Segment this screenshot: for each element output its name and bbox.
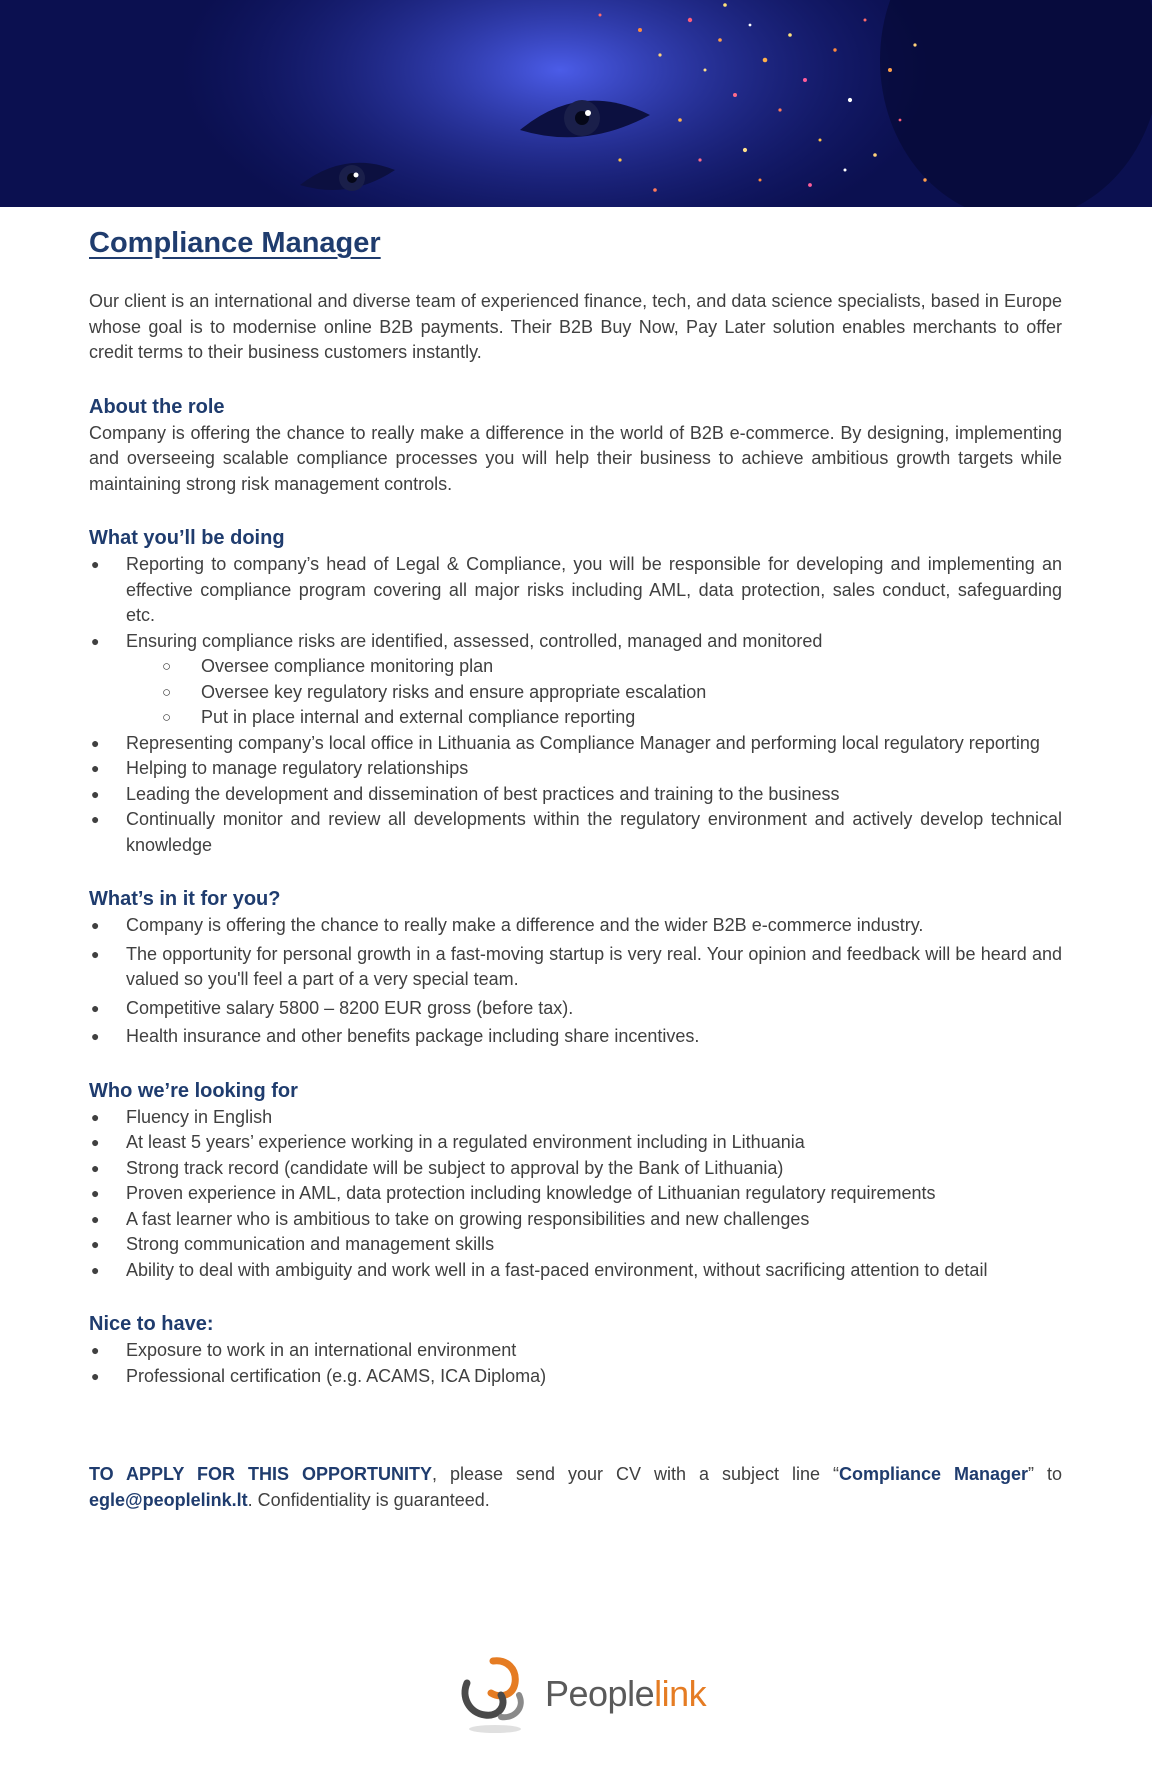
- sub-list-item: ○ Put in place internal and external compliance reporting: [89, 705, 1062, 731]
- list-item: ● Company is offering the chance to really make a difference and the wider B2B e-commerce industry.: [89, 913, 1062, 939]
- benefits-list: [89, 913, 1062, 1050]
- list-item: ● Strong communication and management skills: [89, 1232, 1062, 1258]
- about-section: [89, 394, 1062, 498]
- nice-section: [89, 1311, 1062, 1389]
- doing-list: [89, 552, 1062, 654]
- bullet-icon: ●: [91, 1108, 100, 1125]
- bullet-icon: ●: [91, 917, 100, 933]
- apply-lead: TO APPLY FOR THIS OPPORTUNITY: [89, 1464, 432, 1484]
- hollow-bullet-icon: ○: [162, 709, 172, 726]
- apply-email-link[interactable]: egle@peoplelink.lt: [89, 1489, 248, 1510]
- page-title: Compliance Manager: [89, 227, 381, 259]
- bullet-icon: ●: [91, 999, 100, 1016]
- apply-subject: Compliance Manager: [839, 1464, 1029, 1484]
- bullet-icon: ●: [91, 556, 100, 572]
- bullet-icon: ●: [91, 734, 100, 751]
- job-posting: [89, 222, 1062, 1513]
- bullet-icon: ●: [91, 945, 100, 962]
- peoplelink-logo-mark-icon: [455, 1655, 535, 1735]
- bullet-icon: ●: [91, 811, 100, 827]
- list-item: ● Helping to manage regulatory relationships: [89, 756, 1062, 782]
- benefits-heading: What’s in it for you?: [89, 888, 281, 910]
- list-item: ● Ensuring compliance risks are identified, assessed, controlled, managed and monitored: [89, 629, 1062, 655]
- hollow-bullet-icon: ○: [162, 683, 172, 701]
- bullet-icon: ●: [91, 1028, 100, 1044]
- face-illustration: [0, 0, 1152, 207]
- peoplelink-logo: [455, 1655, 715, 1735]
- peoplelink-wordmark: Peoplelink: [545, 1673, 707, 1714]
- doing-list-continued: [89, 731, 1062, 859]
- about-heading: About the role: [89, 395, 225, 418]
- apply-paragraph: TO APPLY FOR THIS OPPORTUNITY, please send your CV with a subject line “Compliance Manager” to egle@peoplelink.lt. Confidentiality is guaranteed.: [89, 1464, 1063, 1510]
- benefits-section: [89, 886, 1062, 1050]
- list-item: ● Representing company’s local office in Lithuania as Compliance Manager and performing local regulatory reporting: [89, 731, 1062, 757]
- bullet-icon: ●: [91, 1210, 100, 1227]
- bullet-icon: ●: [91, 1261, 100, 1278]
- list-item: ● Exposure to work in an international environment: [89, 1338, 1062, 1364]
- list-item: ● Leading the development and dissemination of best practices and training to the business: [89, 782, 1062, 808]
- list-item: ● At least 5 years’ experience working in a regulated environment including in Lithuania: [89, 1130, 1062, 1156]
- nice-list: [89, 1338, 1062, 1389]
- doing-heading: What you’ll be doing: [89, 527, 285, 549]
- doing-section: [89, 525, 1062, 858]
- list-item: ● Health insurance and other benefits package including share incentives.: [89, 1024, 1062, 1050]
- list-item: ● Competitive salary 5800 – 8200 EUR gross (before tax).: [89, 996, 1062, 1022]
- list-item: ● The opportunity for personal growth in a fast-moving startup is very real. Your opinion and feedback will be heard and valued so you'll feel a part of a very special team.: [91, 943, 1062, 989]
- bullet-icon: ●: [91, 1342, 100, 1358]
- bullet-icon: ●: [91, 1185, 100, 1201]
- nice-heading: Nice to have:: [89, 1313, 214, 1335]
- list-item: ● Strong track record (candidate will be subject to approval by the Bank of Lithuania): [89, 1156, 1062, 1182]
- looking-list: [89, 1105, 1062, 1284]
- list-item: ● A fast learner who is ambitious to take on growing responsibilities and new challenges: [89, 1207, 1062, 1233]
- bullet-icon: ●: [91, 1159, 100, 1176]
- bullet-icon: ●: [91, 1236, 100, 1252]
- bullet-icon: ●: [91, 785, 100, 802]
- list-item: ● Professional certification (e.g. ACAMS, ICA Diploma): [89, 1364, 1062, 1390]
- list-item: ● Proven experience in AML, data protection including knowledge of Lithuanian regulatory requirements: [89, 1181, 1062, 1207]
- sub-list-item: ○ Oversee compliance monitoring plan: [89, 654, 1062, 680]
- looking-section: [89, 1078, 1062, 1284]
- list-item: ● Ability to deal with ambiguity and work well in a fast-paced environment, without sacrificing attention to detail: [89, 1258, 1062, 1284]
- looking-heading: Who we’re looking for: [89, 1079, 298, 1102]
- list-item: ● Reporting to company’s head of Legal & Compliance, you will be responsible for developing and implementing an effective compliance program covering all major risks including AML, data protection, sales conduct, safeguarding etc.: [91, 554, 1062, 625]
- list-item: ● Continually monitor and review all developments within the regulatory environment and actively develop technical knowledge: [91, 809, 1062, 855]
- bullet-icon: ●: [91, 632, 100, 649]
- about-text: Company is offering the chance to really make a difference in the world of B2B e-commerce. By designing, implementing and overseeing scalable compliance processes you will help their business to achieve ambitious growth targets while maintaining strong risk management controls.: [89, 422, 1062, 494]
- header-banner-image: [0, 0, 1152, 207]
- intro-paragraph: Our client is an international and diverse team of experienced finance, tech, and data science specialists, based in Europe whose goal is to modernise online B2B payments. Their B2B Buy Now, Pay Later solution enables merchants to offer credit terms to their business customers instantly.: [89, 291, 1062, 362]
- bullet-icon: ●: [91, 760, 100, 776]
- bullet-icon: ●: [91, 1367, 100, 1384]
- bullet-icon: ●: [91, 1134, 100, 1150]
- doing-sub-list: [89, 654, 1062, 731]
- list-item: ● Fluency in English: [89, 1105, 1062, 1131]
- sub-list-item: ○ Oversee key regulatory risks and ensure appropriate escalation: [89, 680, 1062, 706]
- hollow-bullet-icon: ○: [162, 658, 172, 675]
